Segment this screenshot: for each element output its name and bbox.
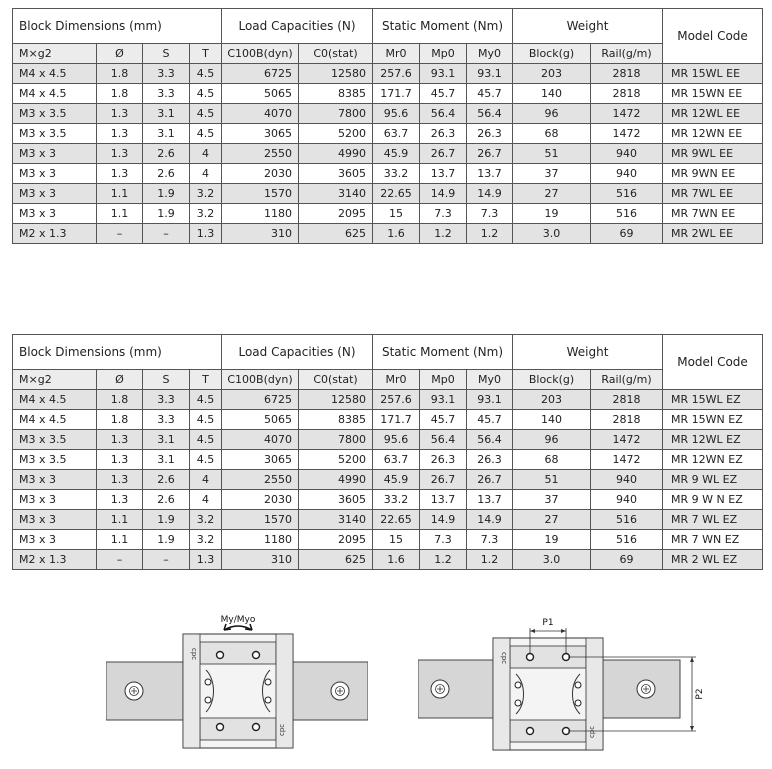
- table-cell: 2030: [222, 164, 299, 184]
- table-cell: 940: [591, 144, 663, 164]
- table-cell: 2550: [222, 470, 299, 490]
- table-cell: 3.1: [143, 450, 190, 470]
- table-cell: 203: [513, 390, 591, 410]
- brand-mark-top: cpc: [500, 652, 508, 665]
- table-cell: 3.3: [143, 64, 190, 84]
- table-cell: 26.7: [420, 144, 467, 164]
- table-cell: M3 x 3.5: [13, 430, 97, 450]
- column-header: Mr0: [373, 44, 420, 64]
- table-cell: 13.7: [420, 490, 467, 510]
- table-cell: 4990: [299, 144, 373, 164]
- table-cell: 6725: [222, 64, 299, 84]
- table-cell: 3.3: [143, 84, 190, 104]
- brand-mark-bottom: cpc: [278, 723, 286, 736]
- table-row: [13, 164, 763, 184]
- table-cell: 6725: [222, 390, 299, 410]
- table-cell: 14.9: [467, 184, 513, 204]
- table-cell: 1.2: [420, 550, 467, 570]
- dimension-p1-label: P1: [542, 618, 554, 628]
- table-cell: 625: [299, 550, 373, 570]
- table-cell: MR 12WN EE: [663, 124, 763, 144]
- table-row: [13, 470, 763, 490]
- table-cell: 203: [513, 64, 591, 84]
- table-cell: 3.3: [143, 390, 190, 410]
- table-row: [13, 104, 763, 124]
- table-cell: MR 2 WL EZ: [663, 550, 763, 570]
- table-cell: 15: [373, 204, 420, 224]
- table-cell: M3 x 3: [13, 530, 97, 550]
- table-cell: 257.6: [373, 64, 420, 84]
- table-cell: 19: [513, 530, 591, 550]
- dimension-p2-label: P2: [695, 688, 705, 700]
- table-cell: 93.1: [420, 390, 467, 410]
- table-cell: MR 7 WL EZ: [663, 510, 763, 530]
- table-cell: 1.3: [97, 470, 143, 490]
- table-cell: 12580: [299, 64, 373, 84]
- table-row: [13, 530, 763, 550]
- table-cell: 2.6: [143, 470, 190, 490]
- table-cell: 37: [513, 490, 591, 510]
- column-header: S: [143, 44, 190, 64]
- table-cell: 2818: [591, 410, 663, 430]
- table-cell: 1472: [591, 450, 663, 470]
- table-cell: 26.3: [420, 124, 467, 144]
- table-cell: 1570: [222, 510, 299, 530]
- table-cell: M4 x 4.5: [13, 390, 97, 410]
- table-cell: 2095: [299, 204, 373, 224]
- table-cell: 1472: [591, 124, 663, 144]
- table-cell: 14.9: [420, 510, 467, 530]
- table-cell: 1570: [222, 184, 299, 204]
- table-cell: 3065: [222, 124, 299, 144]
- table-cell: –: [97, 550, 143, 570]
- table-cell: 26.7: [467, 144, 513, 164]
- table-cell: 14.9: [467, 510, 513, 530]
- header-weight: Weight: [513, 9, 663, 44]
- table-cell: –: [143, 224, 190, 244]
- table-cell: 1.3: [97, 124, 143, 144]
- table-cell: MR 15WN EE: [663, 84, 763, 104]
- table-row: [13, 84, 763, 104]
- table-cell: MR 12WL EZ: [663, 430, 763, 450]
- table-cell: MR 2WL EE: [663, 224, 763, 244]
- table-cell: M4 x 4.5: [13, 84, 97, 104]
- table-cell: 45.9: [373, 470, 420, 490]
- column-header: My0: [467, 44, 513, 64]
- table-cell: M3 x 3: [13, 204, 97, 224]
- table-cell: 3.2: [190, 184, 222, 204]
- table-cell: 1.1: [97, 184, 143, 204]
- table-row: [13, 390, 763, 410]
- table-cell: 5200: [299, 124, 373, 144]
- table-body: [13, 64, 763, 244]
- column-header: Mp0: [420, 370, 467, 390]
- table-cell: 93.1: [467, 390, 513, 410]
- table-cell: 516: [591, 510, 663, 530]
- column-header: Mp0: [420, 44, 467, 64]
- table-cell: 140: [513, 410, 591, 430]
- header-weight: Weight: [513, 335, 663, 370]
- header-model-code: Model Code: [663, 335, 763, 390]
- table-cell: 1.9: [143, 184, 190, 204]
- table-row: [13, 410, 763, 430]
- table-cell: 26.3: [420, 450, 467, 470]
- table-body: [13, 390, 763, 570]
- table-cell: 69: [591, 550, 663, 570]
- table-cell: 3605: [299, 164, 373, 184]
- moment-label: My/Myo: [220, 615, 256, 625]
- table-cell: 3.1: [143, 104, 190, 124]
- table-cell: MR 15WN EZ: [663, 410, 763, 430]
- carriage-block: [493, 638, 603, 750]
- table-cell: 1.9: [143, 510, 190, 530]
- table-cell: 3140: [299, 184, 373, 204]
- table-cell: 33.2: [373, 164, 420, 184]
- table-cell: 2.6: [143, 490, 190, 510]
- table-cell: 56.4: [467, 430, 513, 450]
- table-cell: 171.7: [373, 410, 420, 430]
- table-cell: 19: [513, 204, 591, 224]
- table-cell: 7.3: [420, 530, 467, 550]
- table-cell: 27: [513, 510, 591, 530]
- table-cell: M3 x 3: [13, 490, 97, 510]
- table-cell: 68: [513, 124, 591, 144]
- table-row: [13, 430, 763, 450]
- table-cell: 2.6: [143, 144, 190, 164]
- table-cell: 4070: [222, 430, 299, 450]
- table-cell: 7.3: [467, 204, 513, 224]
- table-cell: 1.2: [420, 224, 467, 244]
- table-cell: MR 12WN EZ: [663, 450, 763, 470]
- table-cell: MR 12WL EE: [663, 104, 763, 124]
- table-cell: 1472: [591, 104, 663, 124]
- table-cell: –: [97, 224, 143, 244]
- table-cell: 1.8: [97, 410, 143, 430]
- table-cell: 45.7: [467, 410, 513, 430]
- table-cell: 4.5: [190, 124, 222, 144]
- header-load-capacities: Load Capacities (N): [222, 335, 373, 370]
- table-cell: 45.7: [420, 84, 467, 104]
- table-cell: 8385: [299, 84, 373, 104]
- table-cell: 26.3: [467, 124, 513, 144]
- table-row: [13, 184, 763, 204]
- table-cell: 27: [513, 184, 591, 204]
- carriage-block: [183, 634, 293, 748]
- table-cell: 310: [222, 224, 299, 244]
- table-cell: 13.7: [467, 490, 513, 510]
- table-row: [13, 64, 763, 84]
- table-cell: 45.7: [467, 84, 513, 104]
- table-cell: M4 x 4.5: [13, 410, 97, 430]
- table-cell: 3.2: [190, 530, 222, 550]
- table-cell: M3 x 3: [13, 144, 97, 164]
- table-cell: 4: [190, 144, 222, 164]
- table-cell: 51: [513, 470, 591, 490]
- spec-table-ez: [12, 334, 763, 570]
- table-cell: 1.3: [97, 450, 143, 470]
- table-cell: 3.0: [513, 550, 591, 570]
- table-cell: 69: [591, 224, 663, 244]
- brand-mark-top: cpc: [190, 648, 198, 661]
- table-cell: 96: [513, 430, 591, 450]
- table-cell: M3 x 3.5: [13, 104, 97, 124]
- header-load-capacities: Load Capacities (N): [222, 9, 373, 44]
- table-cell: 2030: [222, 490, 299, 510]
- table-cell: MR 9 WL EZ: [663, 470, 763, 490]
- table-cell: 2.6: [143, 164, 190, 184]
- table-cell: 56.4: [420, 430, 467, 450]
- subheader-row: [13, 44, 763, 64]
- table-cell: MR 9WL EE: [663, 144, 763, 164]
- column-header: T: [190, 370, 222, 390]
- table-cell: 257.6: [373, 390, 420, 410]
- table-cell: 516: [591, 204, 663, 224]
- table-cell: 4.5: [190, 410, 222, 430]
- table-cell: 45.9: [373, 144, 420, 164]
- table-cell: MR 9WN EE: [663, 164, 763, 184]
- table-cell: 1.3: [97, 104, 143, 124]
- column-header: Ø: [97, 44, 143, 64]
- table-cell: 7.3: [420, 204, 467, 224]
- table-cell: 93.1: [467, 64, 513, 84]
- table-cell: 940: [591, 164, 663, 184]
- table-row: [13, 510, 763, 530]
- table-cell: 63.7: [373, 124, 420, 144]
- column-header: C100B(dyn): [222, 370, 299, 390]
- table-cell: 4: [190, 470, 222, 490]
- table-cell: MR 15WL EZ: [663, 390, 763, 410]
- table-cell: 22.65: [373, 510, 420, 530]
- table-cell: 4.5: [190, 430, 222, 450]
- table-cell: 13.7: [467, 164, 513, 184]
- header-block-dimensions: Block Dimensions (mm): [13, 9, 222, 44]
- table-cell: 14.9: [420, 184, 467, 204]
- table-cell: 1.1: [97, 204, 143, 224]
- table-cell: 7800: [299, 430, 373, 450]
- table-cell: 56.4: [420, 104, 467, 124]
- table-cell: 1.8: [97, 390, 143, 410]
- table-row: [13, 550, 763, 570]
- table-cell: MR 7WN EE: [663, 204, 763, 224]
- column-header: Rail(g/m): [591, 370, 663, 390]
- table-cell: 1.3: [190, 224, 222, 244]
- column-header: M×g2: [13, 44, 97, 64]
- table-cell: 1.3: [97, 144, 143, 164]
- table-cell: 516: [591, 530, 663, 550]
- table-cell: 26.7: [420, 470, 467, 490]
- column-header: M×g2: [13, 370, 97, 390]
- column-header: My0: [467, 370, 513, 390]
- table-cell: 940: [591, 490, 663, 510]
- header-static-moment: Static Moment (Nm): [373, 9, 513, 44]
- table-cell: 96: [513, 104, 591, 124]
- table-cell: MR 7WL EE: [663, 184, 763, 204]
- table-cell: 1.8: [97, 84, 143, 104]
- table-cell: M3 x 3.5: [13, 124, 97, 144]
- column-header: C0(stat): [299, 370, 373, 390]
- table-cell: 3140: [299, 510, 373, 530]
- table-row: [13, 204, 763, 224]
- table-cell: 171.7: [373, 84, 420, 104]
- column-header: Block(g): [513, 370, 591, 390]
- table-cell: 56.4: [467, 104, 513, 124]
- table-cell: 625: [299, 224, 373, 244]
- table-cell: M2 x 1.3: [13, 550, 97, 570]
- table-cell: 95.6: [373, 430, 420, 450]
- column-header: Rail(g/m): [591, 44, 663, 64]
- table-cell: 37: [513, 164, 591, 184]
- table-cell: 516: [591, 184, 663, 204]
- table-cell: M3 x 3.5: [13, 450, 97, 470]
- table-row: [13, 490, 763, 510]
- table-cell: 3.2: [190, 204, 222, 224]
- table-cell: 1.3: [97, 490, 143, 510]
- table-cell: 1.9: [143, 530, 190, 550]
- table-cell: 5065: [222, 84, 299, 104]
- table-cell: M3 x 3: [13, 164, 97, 184]
- header-model-code: Model Code: [663, 9, 763, 64]
- table-cell: 310: [222, 550, 299, 570]
- guide-diagram-moment: [106, 612, 368, 762]
- table-cell: 3.1: [143, 124, 190, 144]
- table-cell: 5065: [222, 410, 299, 430]
- column-header: Ø: [97, 370, 143, 390]
- brand-mark-bottom: cpc: [588, 725, 596, 738]
- table-cell: 1.1: [97, 510, 143, 530]
- table-cell: 1.8: [97, 64, 143, 84]
- spec-table-ee: [12, 8, 763, 244]
- table-cell: 140: [513, 84, 591, 104]
- table-cell: 15: [373, 530, 420, 550]
- table-cell: 2818: [591, 64, 663, 84]
- table-cell: 4.5: [190, 450, 222, 470]
- header-static-moment: Static Moment (Nm): [373, 335, 513, 370]
- table-cell: 1472: [591, 430, 663, 450]
- table-row: [13, 124, 763, 144]
- table-cell: 1.9: [143, 204, 190, 224]
- table-cell: 8385: [299, 410, 373, 430]
- subheader-row: [13, 370, 763, 390]
- table-cell: 26.7: [467, 470, 513, 490]
- table-cell: 22.65: [373, 184, 420, 204]
- table-cell: 1.2: [467, 224, 513, 244]
- table-cell: M3 x 3: [13, 510, 97, 530]
- table-cell: 4: [190, 490, 222, 510]
- table-cell: 2550: [222, 144, 299, 164]
- table-cell: 1.3: [97, 164, 143, 184]
- table-cell: 1.3: [97, 430, 143, 450]
- column-header: Mr0: [373, 370, 420, 390]
- table-cell: –: [143, 550, 190, 570]
- table-cell: 3.3: [143, 410, 190, 430]
- table-cell: 68: [513, 450, 591, 470]
- table-cell: MR 7 WN EZ: [663, 530, 763, 550]
- table-row: [13, 144, 763, 164]
- table-cell: 2818: [591, 84, 663, 104]
- table-cell: 12580: [299, 390, 373, 410]
- table-cell: MR 9 W N EZ: [663, 490, 763, 510]
- table-cell: 5200: [299, 450, 373, 470]
- table-cell: 26.3: [467, 450, 513, 470]
- table-cell: 1.3: [190, 550, 222, 570]
- table-row: [13, 224, 763, 244]
- table-cell: 33.2: [373, 490, 420, 510]
- column-header: S: [143, 370, 190, 390]
- table-cell: 3605: [299, 490, 373, 510]
- table-cell: 7800: [299, 104, 373, 124]
- table-cell: 1.2: [467, 550, 513, 570]
- table-cell: MR 15WL EE: [663, 64, 763, 84]
- table-cell: 1.6: [373, 224, 420, 244]
- table-cell: 940: [591, 470, 663, 490]
- table-cell: 4.5: [190, 64, 222, 84]
- table-cell: 45.7: [420, 410, 467, 430]
- table-cell: 1180: [222, 530, 299, 550]
- table-cell: 51: [513, 144, 591, 164]
- table-cell: 2095: [299, 530, 373, 550]
- table-cell: 1.6: [373, 550, 420, 570]
- table-cell: M3 x 3: [13, 470, 97, 490]
- table-cell: 3065: [222, 450, 299, 470]
- table-cell: M3 x 3: [13, 184, 97, 204]
- table-cell: 63.7: [373, 450, 420, 470]
- column-header: T: [190, 44, 222, 64]
- table-cell: 3.0: [513, 224, 591, 244]
- column-header: C0(stat): [299, 44, 373, 64]
- column-header: Block(g): [513, 44, 591, 64]
- table-cell: 13.7: [420, 164, 467, 184]
- table-cell: 93.1: [420, 64, 467, 84]
- table-cell: 1180: [222, 204, 299, 224]
- header-block-dimensions: Block Dimensions (mm): [13, 335, 222, 370]
- table-cell: 3.1: [143, 430, 190, 450]
- table-cell: 2818: [591, 390, 663, 410]
- table-cell: M4 x 4.5: [13, 64, 97, 84]
- table-cell: 95.6: [373, 104, 420, 124]
- table-cell: 4990: [299, 470, 373, 490]
- guide-diagram-dimensions: [418, 612, 708, 762]
- table-row: [13, 450, 763, 470]
- table-cell: 1.1: [97, 530, 143, 550]
- table-cell: 4070: [222, 104, 299, 124]
- column-header: C100B(dyn): [222, 44, 299, 64]
- table-cell: M2 x 1.3: [13, 224, 97, 244]
- table-cell: 4.5: [190, 104, 222, 124]
- table-cell: 3.2: [190, 510, 222, 530]
- table-cell: 4: [190, 164, 222, 184]
- table-cell: 4.5: [190, 84, 222, 104]
- table-cell: 4.5: [190, 390, 222, 410]
- table-cell: 7.3: [467, 530, 513, 550]
